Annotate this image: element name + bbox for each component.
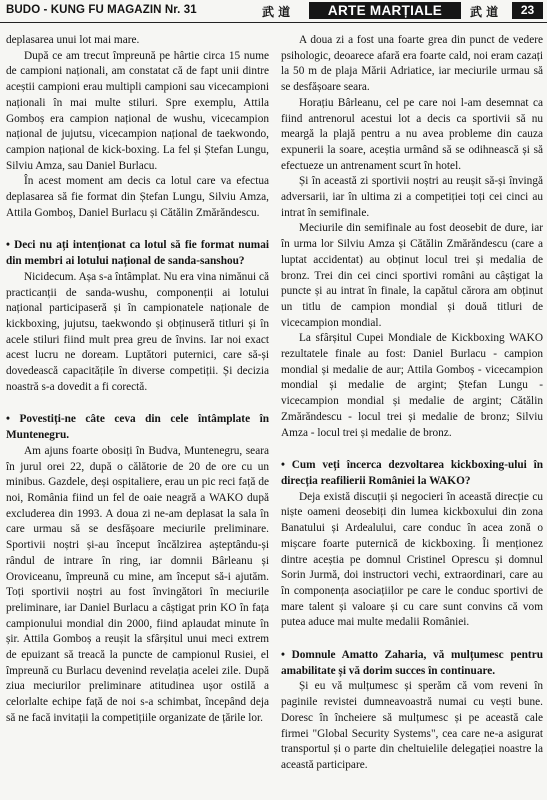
- paragraph: A doua zi a fost una foarte grea din punct de vedere psihologic, deoarece afară era foarte cald, noi eram cazați la 50 m de plaja Mării Adriatice, iar meciurile urmau să se desfășoare seara.: [281, 34, 543, 94]
- left-column: [6, 33, 269, 800]
- magazine-title: BUDO - KUNG FU MAGAZIN Nr. 31: [6, 4, 197, 16]
- interview-question: • Domnule Amatto Zaharia, vă mulțumesc pentru amabilitate și vă dorim succes în continuare.: [281, 649, 543, 677]
- paragraph: Și în această zi sportivii noștri au reușit să-și învingă adversarii, iar în ultima zi a competiției toți cei cinci au intrat în semifinale.: [281, 175, 543, 219]
- paragraph: Meciurile din semifinale au fost deosebit de dure, iar în urma lor Silviu Amza și Cătălin Zmărăndescu (care a luptat accidentat) au obținut locul trei și medalia de bronz. Trei din cei cinci sportivi români au câștigat la puncte și au intrat în finale, la capătul cărora am obținut un titlu de campion mondial și două titluri de vicecampion mondial.: [281, 222, 543, 329]
- paragraph: În acest moment am decis ca lotul care va efectua deplasarea să fie format din Ștefan Lungu, Silviu Amza, Attila Gomboș, Daniel Burlacu și Cătălin Zmărăndescu.: [6, 175, 269, 219]
- interview-question: • Povestiți-ne câte ceva din cele întâmplate în Muntenegru.: [6, 413, 269, 442]
- page-number: 23: [512, 2, 543, 19]
- interview-answer: Am ajuns foarte obosiți în Budva, Muntenegru, seara în jurul orei 22, după o călătorie de 20 de ore cu un minibus. Gazdele, deși ospitaliere, erau un pic reci față de noi, România fiind un fel de oaie neagră a WAKO după excluderea din 1993. A doua zi ne-am deplasat la sala în care urmau să se desfășoare meciurile preliminare. Sportivii noștri și-au început încălzirea așteptându-și rândul de intrare în ring, iar domnii Bârleanu și Oroviceanu, împreună cu mine, am început să-i ajutăm. Toți sportivii noștri au fost învingători în meciurile preliminare, iar Daniel Burlacu a câștigat prin KO în fața campionului mondial din 2000, fiind aplaudat minute în șir. Attila Gomboș a reușit la sfârșitul unui meci extrem de epuizant să treacă la puncte de campionul Rusiei, el împreună cu Burlacu devenind revelația acelei zile. După ziua meciurilor preliminare atitudinea ușor ostilă a celorlalte echipe față de noi s-a schimbat, începând deja să ne facă invitații la competițiile organizate de țările lor.: [6, 444, 269, 724]
- spacer: [6, 221, 269, 238]
- spacer: [281, 631, 543, 648]
- paragraph: După ce am trecut împreună pe hârtie circa 15 nume de campioni naționali, am constatat că de fapt unii dintre aceștii campioni erau multipli campioni sau vicecampioni naționali în mai multe stiluri. Spre exemplu, Attila Gomboș era campion național de wushu, vicecampion național de jujutsu, vicecampion național de taekwondo, campion național de kick-boxing. La fel și Ștefan Lungu, Silviu Amza, sau Daniel Burlacu.: [6, 49, 269, 172]
- interview-question: • Deci nu ați intenționat ca lotul să fie format numai din membri ai lotului național de sanda-sanshou?: [6, 239, 269, 268]
- spacer: [6, 395, 269, 412]
- interview-question: • Cum veți încerca dezvoltarea kickboxing-ului în direcția reafilierii României la WAKO?: [281, 459, 543, 487]
- paragraph: deplasarea unui lot mai mare.: [6, 34, 140, 46]
- right-column: [281, 33, 543, 800]
- interview-answer: Nicidecum. Așa s-a întâmplat. Nu era vina nimănui că practicanții de sanda-wushu, componenții ai lotului național participaseră și în campionatele naționale de kickboxing, jujutsu, taekwondo și obținuseră titluri și în acele stiluri fiind mult prea greu de învins. Iar noi exact acest lucru ne doream. Luptători puternici, care să-și dovedească capacitățile în diverse competiții. Și decizia noastră s-a dovedit a fi corectă.: [6, 270, 269, 393]
- spacer: [281, 441, 543, 458]
- section-title: ARTE MARȚIALE: [309, 2, 461, 19]
- budo-glyphs-right: 武 道: [470, 5, 499, 19]
- paragraph: Horațiu Bârleanu, cel pe care noi l-am desemnat ca fiind antrenorul acestui lot a decis ca sportivii să nu meargă la plajă pentru a nu avea probleme din cauza expunerii la soare, aceștia urmând să se odihnească și să efectueze un antrenament scurt în hotel.: [281, 96, 543, 172]
- page-header: [0, 0, 547, 23]
- paragraph: La sfârșitul Cupei Mondiale de Kickboxing WAKO rezultatele finale au fost: Daniel Burlacu - campion mondial și medalie de aur; Attila Gomboș - vicecampion mondial și medalie de argint; Ștefan Lungu - vicecampion mondial și medalie de argint; Cătălin Zmărăndescu - locul trei și medalie de bronz; Silviu Amza - locul trei și medalie de bronz.: [281, 332, 543, 439]
- budo-glyphs-left: 武 道: [262, 5, 291, 19]
- interview-answer: Deja există discuții și negocieri în această direcție cu niște oameni deosebiți din lumea kickboxului din zona Banatului și Ardealului, care conduc în acea zonă o mișcare foarte puternică de kickboxing. Îi menționez dintre aceștia pe domnul Cristinel Oprescu și domnul Sorin Jurmă, doi instructori vechi, extraordinari, care au în componența asociațiilor pe care le conduc sportivi de mare talent și valoare și cu care sunt convins că vom putea aduce mai multe medalii României.: [281, 490, 543, 629]
- interview-answer: Și eu vă mulțumesc și sperăm că vom reveni în paginile revistei dumneavoastră numai cu vești bune. Doresc în încheiere să mulțumesc și pe această cale firmei "Global Security Systems", cea care ne-a asigurat transportul și o parte din cheltuielile delegației noastre la această participare.: [281, 680, 543, 771]
